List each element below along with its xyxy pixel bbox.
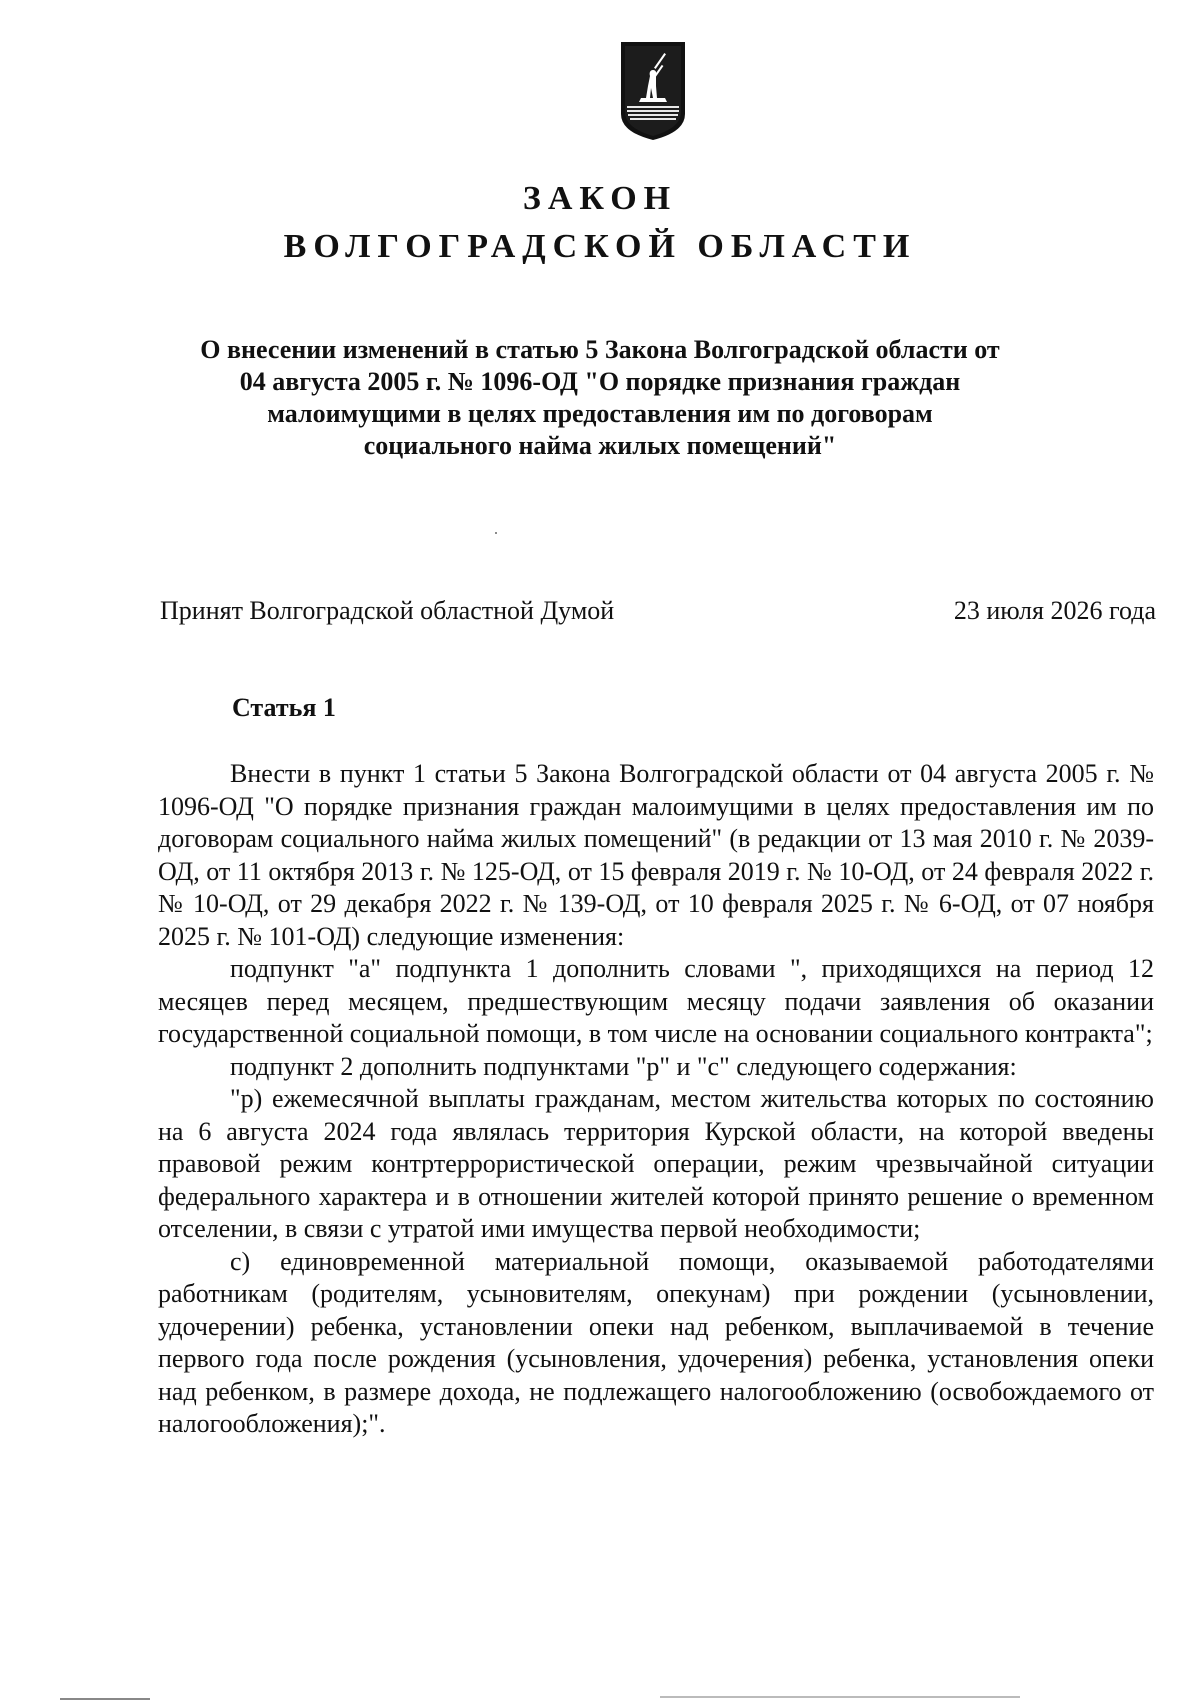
- article-paragraph: Внести в пункт 1 статьи 5 Закона Волгоградской области от 04 августа 2005 г. № 1096-ОД "О порядке признания граждан малоимущими в целях предоставления им по договорам социального найма жилых помещений" (в редакции от 13 мая 2010 г. № 2039-ОД, от 11 октября 2013 г. № 125-ОД, от 15 февраля 2019 г. № 10-ОД, от 24 февраля 2022 г. № 10-ОД, от 29 декабря 2022 г. № 139-ОД, от 10 февраля 2025 г. № 6-ОД, от 07 ноября 2025 г. № 101-ОД) следующие изменения:: [158, 759, 1154, 951]
- article-paragraph: с) единовременной материальной помощи, оказываемой работодателями работникам (родителям, усыновителям, опекунам) при рождении (усыновлении, удочерении) ребенка, установлении опеки над ребенком, выплачиваемой в течение первого года после рождения (усыновления, удочерения) ребенка, установления опеки над ребенком, в размере дохода, не подлежащего налогообложению (освобождаемого от налогообложения);".: [158, 1246, 1154, 1438]
- article-paragraph: "р) ежемесячной выплаты гражданам, местом жительства которых по состоянию на 6 августа 2024 года являлась территория Курской области, на которой введены правовой режим контртеррористической операции, режим чрезвычайной ситуации федерального характера и в отношении жителей которой принято решение о временном отселении, в связи с утратой ими имущества первой необходимости;: [158, 1084, 1154, 1243]
- law-title: ЗАКОН: [522, 180, 678, 217]
- law-region-title: ВОЛГОГРАДСКОЙ ОБЛАСТИ: [283, 228, 917, 265]
- adopting-body: Принят Волгоградской областной Думой: [160, 596, 615, 625]
- article-paragraph: подпункт 2 дополнить подпунктами "р" и "с" следующего содержания:: [230, 1051, 1017, 1081]
- adoption-date: 23 июля 2026 года: [953, 596, 1156, 625]
- law-subject: О внесении изменений в статью 5 Закона Волгоградской области от 04 августа 2005 г. № 1096-ОД "О порядке признания граждан малоимущими в целях предоставления им по договорам социального найма жилых помещений": [200, 335, 1000, 460]
- article-heading: Статья 1: [232, 693, 336, 722]
- scan-edge-mark: [660, 1696, 1020, 1698]
- coat-of-arms-icon: [619, 40, 687, 142]
- scan-speck: [495, 532, 497, 534]
- article-body: [158, 758, 1154, 1441]
- scan-edge-mark: [60, 1698, 150, 1700]
- article-paragraph: подпункт "а" подпункта 1 дополнить словами ", приходящихся на период 12 месяцев перед месяцем, предшествующим месяцу подачи заявления об оказании государственной социальной помощи, в том числе на основании социального контракта";: [158, 954, 1154, 1048]
